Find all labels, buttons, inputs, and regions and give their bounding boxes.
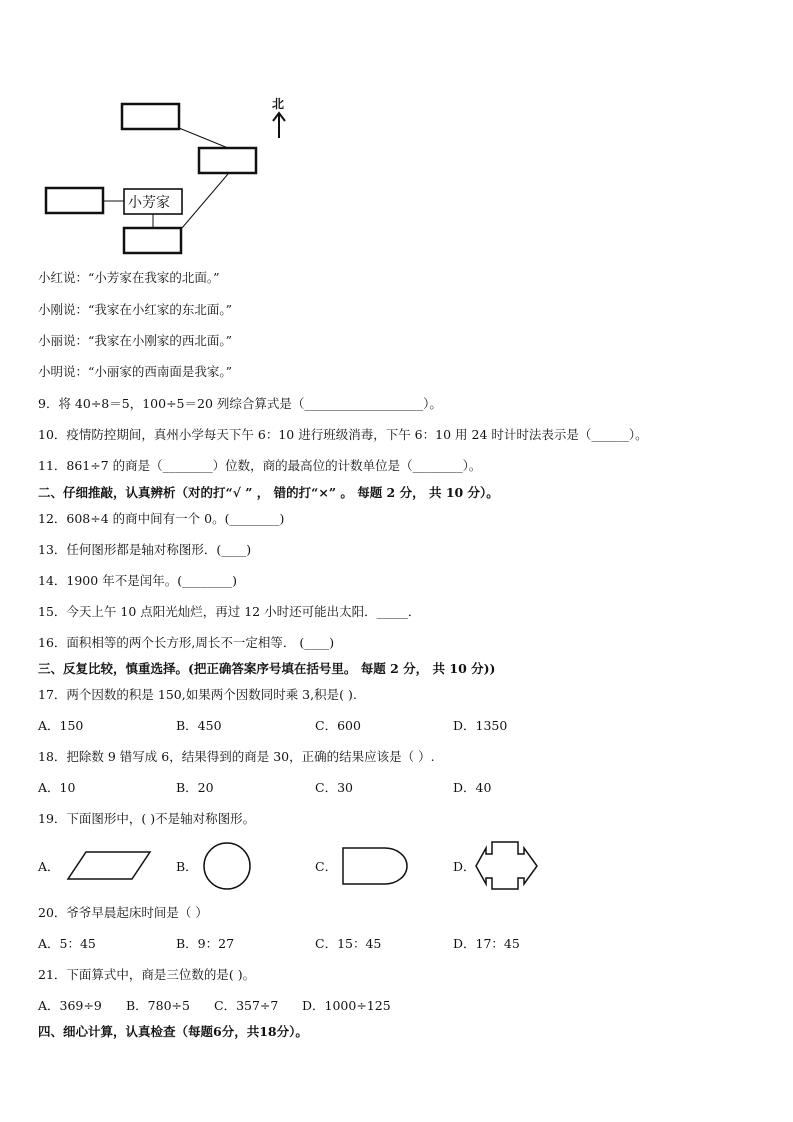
question-20: 20．爷爷早晨起床时间是（ ） [38, 905, 208, 920]
q17-option-b: B．450 [176, 718, 222, 733]
question-9: 9．将 40÷8＝5，100÷5＝20 列综合算式是（___________________）。 [38, 396, 442, 411]
direction-map-diagram [0, 0, 793, 260]
q19-option-a: A． [38, 859, 60, 874]
question-17: 17．两个因数的积是 150,如果两个因数同时乘 3,积是( ). [38, 687, 357, 702]
question-18: 18．把除数 9 错写成 6，结果得到的商是 30，正确的结果应该是（ ）. [38, 749, 435, 764]
house-box-top [122, 104, 179, 129]
dialogue-line-2: 小刚说：“我家在小红家的东北面。” [38, 302, 233, 317]
q18-option-a: A．10 [38, 780, 76, 795]
question-14: 14．1900 年不是闰年。(________) [38, 573, 237, 588]
q20-option-b: B．9：27 [176, 936, 235, 951]
question-10: 10．疫情防控期间，真州小学每天下午 6：10 进行班级消毒，下午 6：10 用 24 时计时法表示是（______）。 [38, 427, 648, 442]
house-box-left [46, 188, 103, 213]
q20-option-c: C．15：45 [315, 936, 382, 951]
dialogue-line-3: 小丽说：“我家在小刚家的西北面。” [38, 333, 233, 348]
north-label: 北 [272, 97, 285, 111]
q20-option-a: A．5：45 [38, 936, 96, 951]
question-12: 12．608÷4 的商中间有一个 0。(________) [38, 511, 285, 526]
q19-option-b: B． [176, 859, 198, 874]
q19-option-d: D． [453, 859, 476, 874]
q17-option-d: D．1350 [453, 718, 508, 733]
parallelogram-shape [68, 852, 150, 879]
q17-option-c: C．600 [315, 718, 361, 733]
double-arrow-cross-shape [476, 842, 537, 889]
question-19: 19．下面图形中，( )不是轴对称图形。 [38, 811, 256, 826]
q18-option-b: B．20 [176, 780, 214, 795]
section-2-heading: 二、仔细推敲，认真辨析（对的打“√ ” ， 错的打“×” 。 每题 2 分， 共 10 分）。 [38, 485, 499, 500]
circle-shape [204, 843, 250, 889]
section-3-heading: 三、反复比较，慎重选择。(把正确答案序号填在括号里。 每题 2 分， 共 10 分)) [38, 661, 496, 676]
q18-option-c: C．30 [315, 780, 353, 795]
q21-option-a: A．369÷9 [38, 998, 102, 1013]
house-box-right [199, 148, 256, 173]
q18-option-d: D．40 [453, 780, 492, 795]
house-box-bottom [124, 228, 181, 253]
section-4-heading: 四、细心计算，认真检查（每题6分，共18分）。 [38, 1024, 308, 1039]
home-label: 小芳家 [128, 195, 170, 211]
q17-option-a: A．150 [38, 718, 84, 733]
question-11: 11．861÷7 的商是（________）位数，商的最高位的计数单位是（________）。 [38, 458, 482, 473]
q21-option-b: B．780÷5 [126, 998, 190, 1013]
question-21: 21．下面算式中，商是三位数的是( )。 [38, 967, 256, 982]
stadium-half-shape [343, 848, 407, 884]
north-arrow-icon [273, 113, 285, 138]
dialogue-line-1: 小红说：“小芳家在我家的北面。” [38, 270, 220, 285]
q19-option-c: C． [315, 859, 338, 874]
question-15: 15．今天上午 10 点阳光灿烂，再过 12 小时还可能出太阳．_____． [38, 604, 421, 619]
question-16: 16．面积相等的两个长方形,周长不一定相等． (____) [38, 635, 335, 650]
q19-shapes [0, 832, 793, 902]
q20-option-d: D．17：45 [453, 936, 520, 951]
q21-option-c: C．357÷7 [214, 998, 279, 1013]
q21-option-d: D．1000÷125 [302, 998, 391, 1013]
question-13: 13．任何图形都是轴对称图形．(____) [38, 542, 252, 557]
dialogue-line-4: 小明说：“小丽家的西南面是我家。” [38, 364, 233, 379]
